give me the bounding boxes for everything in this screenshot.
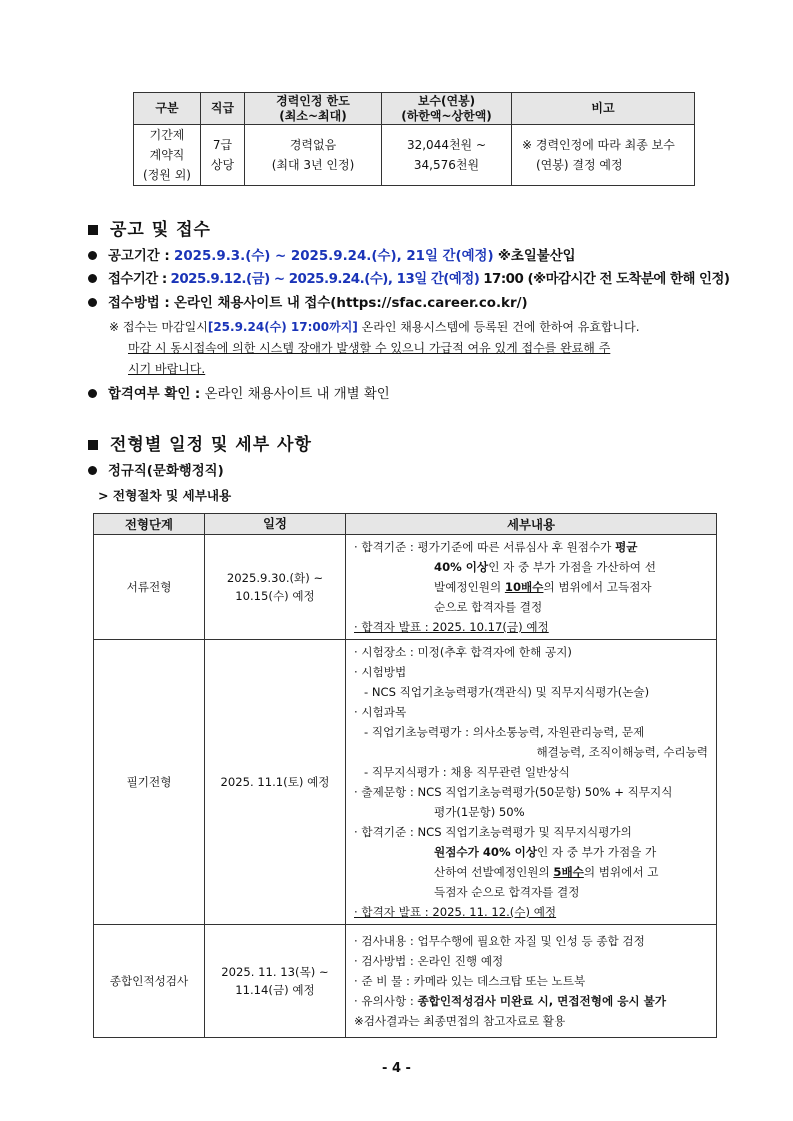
receipt-note-line3: 시기 바랍니다. [128,362,206,376]
cell-career: 경력없음 (최대 3년 인정) [245,125,382,186]
square-bullet-icon [88,225,98,235]
header-salary: 보수(연봉) (하한액~상한액) [382,93,512,125]
result-check: 합격여부 확인 : 온라인 채용사이트 내 개별 확인 [88,383,390,402]
square-bullet-icon [88,440,98,450]
table-row-written [94,640,717,925]
stage-aptitude: 종합인적성검사 [94,925,205,1038]
header-grade: 직급 [201,93,245,125]
bullet-icon [88,466,97,475]
receipt-period: 접수기간 : 2025.9.12.(금) ~ 2025.9.24.(수), 13일 간(예정) 17:00 (※마감시간 전 도착분에 한해 인정) [88,268,730,287]
position-table [133,92,695,186]
header-detail: 세부내용 [346,514,717,535]
cell-grade: 7급 상당 [201,125,245,186]
detail-written: · 시험장소 : 미정(추후 합격자에 한해 공지) · 시험방법 - NCS 직업기초능력평가(객관식) 및 직무지식평가(논술) · 시험과목 - 직업기초능력평가 : 의사소통능력, 자원관리능력, 문제 해결능력, 조직이해능력, 수리능력 - 직무지식평가 : 채용 직무관련 일반상식 · 출제문항 : NCS 직업기초능력평가(50문항) 50% + 직무지식 평가(1문항) 50% · 합격기준 : NCS 직업기초능력평가 및 직무지식평가의 원점수가 40% 이상인 자 중 부가 가점을 가 산하여 선발예정인원의 5배수의 범위에서 고 득점자 순으로 합격자를 결정 · 합격자 발표 : 2025. 11. 12.(수) 예정 [346,640,717,925]
header-date: 일정 [205,514,346,535]
cell-category: 기간제 계약직 (정원 외) [134,125,201,186]
bullet-icon [88,251,97,260]
section-title-notice: 공고 및 접수 [88,215,211,240]
table-row-aptitude [94,925,717,1038]
receipt-note: ※ 접수는 마감일시[25.9.24(수) 17:00까지] 온라인 채용시스템에 등록된 건에 한하여 유효합니다. [109,320,640,334]
header-career-limit: 경력인정 한도 (최소~최대) [245,93,382,125]
job-type: 정규직(문화행정직) [88,460,224,479]
receipt-method: 접수방법 : 온라인 채용사이트 내 접수(https://sfac.career.co.kr/) [88,292,528,311]
date-aptitude: 2025. 11. 13(목) ~ 11.14(금) 예정 [205,925,346,1038]
bullet-icon [88,274,97,283]
date-written: 2025. 11.1(토) 예정 [205,640,346,925]
bullet-icon [88,389,97,398]
procedure-subtitle: > 전형절차 및 세부내용 [98,488,232,503]
header-remark: 비고 [512,93,695,125]
table-row-document [94,535,717,640]
date-document: 2025.9.30.(화) ~ 10.15(수) 예정 [205,535,346,640]
detail-aptitude: · 검사내용 : 업무수행에 필요한 자질 및 인성 등 종합 검정 · 검사방법 : 온라인 진행 예정 · 준 비 물 : 카메라 있는 데스크탑 또는 노트북 · 유의사항 : 종합인적성검사 미완료 시, 면접전형에 응시 불가 ※검사결과는 최종면접의 참고자료로 활용 [346,925,717,1038]
stage-written: 필기전형 [94,640,205,925]
bullet-icon [88,298,97,307]
header-stage: 전형단계 [94,514,205,535]
stage-document: 서류전형 [94,535,205,640]
notice-period: 공고기간 : 2025.9.3.(수) ~ 2025.9.24.(수), 21일 간(예정) ※초일불산입 [88,245,576,264]
page-number: - 4 - [382,1061,411,1076]
header-category: 구분 [134,93,201,125]
receipt-note-line2: 마감 시 동시접속에 의한 시스템 장애가 발생할 수 있으니 가급적 여유 있게 접수를 완료해 주 [128,341,611,355]
cell-salary: 32,044천원 ~ 34,576천원 [382,125,512,186]
selection-table [93,513,717,1038]
cell-remark: ※ 경력인정에 따라 최종 보수(연봉) 결정 예정 [512,125,695,186]
section-title-schedule: 전형별 일정 및 세부 사항 [88,430,312,455]
detail-document: · 합격기준 : 평가기준에 따른 서류심사 후 원점수가 평균 40% 이상인 자 중 부가 가점을 가산하여 선 발예정인원의 10배수의 범위에서 고득점자 순으로 합격자를 결정 · 합격자 발표 : 2025. 10.17(금) 예정 [346,535,717,640]
